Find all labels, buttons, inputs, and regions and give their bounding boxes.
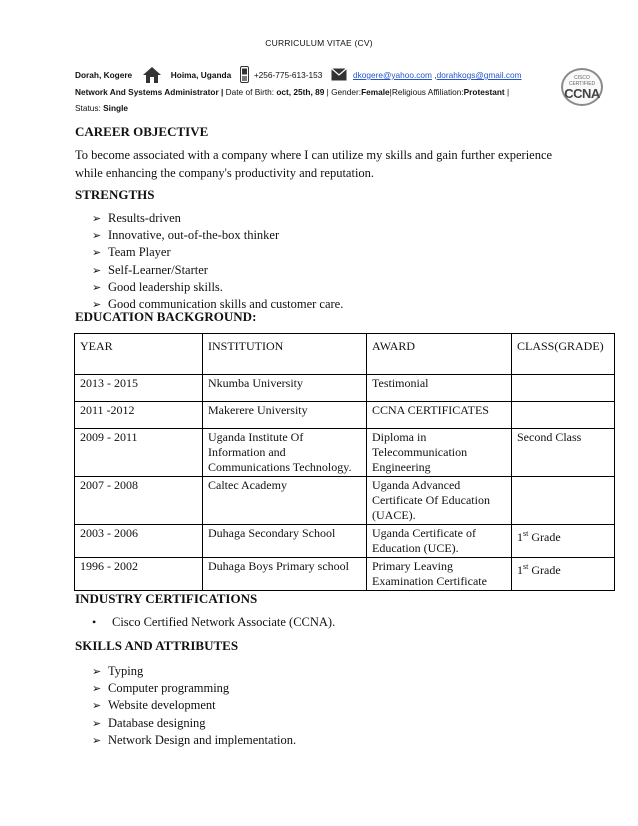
cell-award: Diploma in Telecommunication Engineering (367, 429, 512, 477)
certifications-list (92, 614, 335, 630)
table-row (75, 375, 615, 402)
cell-year: 2007 - 2008 (75, 477, 203, 525)
header-institution: INSTITUTION (203, 334, 367, 375)
cell-institution: Caltec Academy (203, 477, 367, 525)
strengths-heading: STRENGTHS (75, 187, 155, 202)
table-row (75, 525, 615, 558)
cell-institution: Nkumba University (203, 375, 367, 402)
email-link-yahoo[interactable]: dkogere@yahoo.com (352, 70, 432, 80)
gender-value: Female (361, 87, 390, 97)
career-line-2: while enhancing the company's productivity and reputation. (75, 166, 375, 180)
badge-main-text: CCNA (564, 86, 600, 101)
arrow-bullet-icon: ➢ (92, 264, 102, 277)
status-value: Single (103, 103, 129, 113)
badge-top-text: CISCO CERTIFIED (568, 75, 596, 87)
arrow-bullet-icon: ➢ (92, 213, 102, 225)
document-title: CURRICULUM VITAE (CV) (265, 38, 373, 48)
cell-grade: 1st Grade (512, 525, 615, 558)
header-grade: CLASS(GRADE) (512, 334, 615, 375)
header-year: YEAR (75, 334, 203, 375)
contact-location: Hoima, Uganda (170, 70, 232, 80)
cell-grade: 1st Grade (512, 558, 615, 591)
list-item: ➢ Computer programming (92, 680, 296, 697)
career-objective-heading: CAREER OBJECTIVE (75, 124, 209, 139)
gender-label: | Gender: (324, 87, 362, 97)
cell-grade (512, 477, 615, 525)
table-row (75, 477, 615, 525)
arrow-bullet-icon: ➢ (92, 734, 102, 747)
skills-list (92, 663, 296, 749)
career-objective-text (75, 146, 565, 182)
table-row (75, 558, 615, 591)
cell-grade: Second Class (512, 429, 615, 477)
list-item: ➢ Typing (92, 663, 296, 680)
cell-grade (512, 375, 615, 402)
header-award: AWARD (367, 334, 512, 375)
education-heading: EDUCATION BACKGROUND: (75, 309, 257, 324)
cell-year: 2003 - 2006 (75, 525, 203, 558)
table-row (75, 402, 615, 429)
cell-grade (512, 402, 615, 429)
cell-institution: Uganda Institute Of Information and Communications Technology. (203, 429, 367, 477)
religion-end: | (504, 87, 510, 97)
cell-year: 2011 -2012 (75, 402, 203, 429)
list-item: ➢ Self-Learner/Starter (92, 262, 343, 279)
cell-year: 2013 - 2015 (75, 375, 203, 402)
cell-award: Primary Leaving Examination Certificate (367, 558, 512, 591)
cell-year: 2009 - 2011 (75, 429, 203, 477)
cell-institution: Duhaga Secondary School (203, 525, 367, 558)
arrow-bullet-icon: ➢ (92, 299, 102, 312)
religion-value: Protestant (463, 87, 505, 97)
contact-block (75, 66, 545, 116)
list-item: ➢ Results-driven (92, 210, 343, 227)
education-table (74, 333, 615, 591)
strengths-list (92, 210, 343, 313)
cell-institution: Makerere University (203, 402, 367, 429)
list-item: ➢ Database designing (92, 715, 296, 732)
cell-award: Testimonial (367, 375, 512, 402)
arrow-bullet-icon: ➢ (92, 717, 102, 730)
table-row (75, 429, 615, 477)
contact-name: Dorah, Kogere (75, 70, 133, 80)
certifications-heading: INDUSTRY CERTIFICATIONS (75, 591, 258, 606)
dob-value: oct, 25th, 89 (276, 87, 325, 97)
arrow-bullet-icon: ➢ (92, 666, 102, 678)
list-item: ➢ Network Design and implementation. (92, 732, 296, 749)
list-item: ➢ Innovative, out-of-the-box thinker (92, 227, 343, 244)
dob-label: Date of Birth: (223, 87, 277, 97)
cell-award: CCNA CERTIFICATES (367, 402, 512, 429)
skills-heading: SKILLS AND ATTRIBUTES (75, 638, 239, 653)
list-item: ➢ Good leadership skills. (92, 279, 343, 296)
list-item: ➢ Website development (92, 697, 296, 714)
ccna-badge-logo (561, 68, 603, 106)
cell-award: Uganda Advanced Certificate Of Education (UACE). (367, 477, 512, 525)
religion-label: |Religious Affiliation: (389, 87, 464, 97)
career-line-1: To become associated with a company where I can utilize my skills and gain further experience (75, 148, 553, 162)
contact-phone: +256-775-613-153 (253, 70, 323, 80)
cell-year: 1996 - 2002 (75, 558, 203, 591)
cell-institution: Duhaga Boys Primary school (203, 558, 367, 591)
contact-row-1 (75, 66, 545, 84)
cell-award: Uganda Certificate of Education (UCE). (367, 525, 512, 558)
list-item: ➢ Team Player (92, 244, 343, 261)
contact-row-2 (75, 84, 545, 100)
phone-icon (240, 66, 249, 83)
list-item: • Cisco Certified Network Associate (CCNA). (92, 615, 336, 629)
status-label: Status: (75, 103, 104, 113)
list-item: ➢ Good communication skills and customer care. (92, 296, 343, 313)
dot-bullet-icon: • (92, 615, 97, 629)
email-link-gmail[interactable]: dorahkogs@gmail.com (436, 70, 522, 80)
home-icon (142, 66, 162, 84)
arrow-bullet-icon: ➢ (92, 281, 102, 294)
arrow-bullet-icon: ➢ (92, 683, 102, 696)
email-separator: , (431, 70, 437, 80)
contact-row-3 (75, 100, 545, 116)
arrow-bullet-icon: ➢ (92, 247, 102, 260)
table-header-row (75, 334, 615, 375)
mail-icon (331, 68, 347, 81)
job-title: Network And Systems Administrator | (75, 87, 224, 97)
arrow-bullet-icon: ➢ (92, 700, 102, 713)
arrow-bullet-icon: ➢ (92, 230, 102, 243)
